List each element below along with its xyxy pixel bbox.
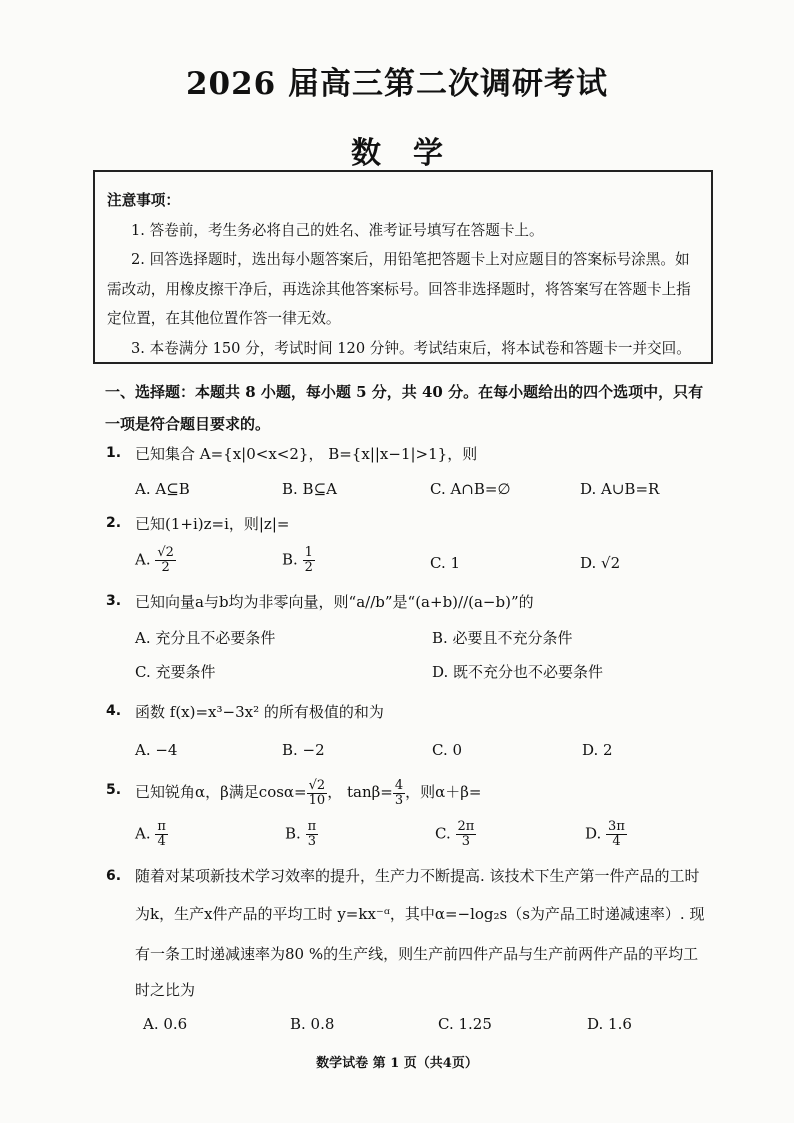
notice-heading: 注意事项： [107,192,180,209]
notice-item-2: 2. 回答选择题时，选出每小题答案后，用铅笔把答题卡上对应题目的答案标号涂黑。如需改动，用橡皮擦干净后，再选涂其他答案标号。回答非选择题时，将答案写在答题卡上指定位置，在其他位置作答一律无效。 [107,251,691,327]
question-stem: 已知集合 A={x|0<x<2}， B={x||x−1|>1}，则 [135,445,478,463]
option-c[interactable]: C. 充要条件 [135,663,216,681]
notice-item-1: 1. 答卷前，考生务必将自己的姓名、准考证号填写在答题卡上。 [131,221,544,239]
option-a[interactable]: A. A⊆B [135,480,190,498]
question-number: 3. [106,593,122,609]
option-a[interactable]: A. 0.6 [143,1015,188,1033]
denominator: 4 [157,834,166,849]
option-b[interactable] [285,820,318,849]
option-label: C. [435,824,451,843]
question-number: 4. [106,703,122,719]
option-c[interactable]: C. A∩B=∅ [430,480,511,498]
question-stem: 函数 f(x)=x³−3x² 的所有极值的和为 [135,703,384,721]
option-label: D. [585,824,602,843]
numerator: √2 [157,545,174,560]
numerator: 4 [394,777,404,793]
denominator: 4 [612,834,621,849]
option-a[interactable]: A. 充分且不必要条件 [135,629,276,647]
question-stem: 已知(1+i)z=i，则|z|= [135,515,290,533]
option-b[interactable]: B. 0.8 [290,1015,335,1033]
option-label: A. [135,824,151,843]
question-stem: 已知向量a与b均为非零向量，则“a//b”是“(a+b)//(a−b)”的 [135,593,534,611]
denominator: 3 [394,792,404,808]
fraction [306,820,319,849]
numerator: π [307,819,317,834]
question-stem [135,772,482,812]
option-c[interactable]: C. 0 [432,741,463,759]
stem-part: 已知锐角α，β满足cosα= [135,783,307,801]
question-line: 随着对某项新技术学习效率的提升，生产力不断提高. 该技术下生产第一件产品的工时 [135,867,700,885]
question-line: 为k，生产x件产品的平均工时 y=kx⁻ᵅ，其中α=−log₂s（s为产品工时递减速率）. 现 [135,905,705,923]
option-d[interactable]: D. A∪B=R [580,480,660,498]
exam-title: 2026 届高三第二次调研考试 [185,66,609,102]
option-d[interactable]: D. 2 [582,741,613,759]
denominator: 3 [461,834,471,849]
option-label: B. [285,824,301,843]
option-c[interactable]: C. 1.25 [438,1015,492,1033]
option-d[interactable]: D. √2 [580,554,621,572]
option-b[interactable]: B. 必要且不充分条件 [432,629,573,647]
question-number: 2. [106,515,122,531]
option-b[interactable] [282,546,315,575]
stem-part: ，则α＋β= [405,783,482,801]
numerator: 1 [304,545,313,560]
option-label: B. [282,550,298,569]
option-label: A. [135,550,151,569]
option-d[interactable] [585,820,627,849]
option-d[interactable]: D. 既不充分也不必要条件 [432,663,604,681]
question-number: 5. [106,782,122,798]
numerator: π [157,819,166,834]
numerator: √2 [308,777,326,793]
denominator: 3 [307,834,316,849]
question-line: 有一条工时递减速率为80 %的生产线，则生产前四件产品与生产前两件产品的平均工 [135,945,699,963]
fraction [303,546,315,575]
subject-title: 数学 [351,136,475,171]
fraction [307,779,328,808]
fraction [606,820,627,849]
option-a[interactable] [135,546,176,575]
notice-box [93,170,713,364]
option-c[interactable]: C. 1 [430,554,461,572]
fraction [393,779,405,808]
question-number: 6. [106,868,122,884]
page-footer: 数学试卷 第 1 页（共4页） [316,1056,478,1071]
option-a[interactable] [135,820,168,849]
numerator: 3π [608,819,625,834]
question-number: 1. [106,445,122,461]
fraction [155,546,176,575]
denominator: 10 [308,792,326,808]
notice-item-3: 3. 本卷满分 150 分，考试时间 120 分钟。考试结束后，将本试卷和答题卡一并交回。 [131,339,691,357]
option-d[interactable]: D. 1.6 [587,1015,632,1033]
stem-part: ， tanβ= [327,783,393,801]
option-b[interactable]: B. B⊆A [282,480,337,498]
numerator: 2π [457,819,475,834]
option-b[interactable]: B. −2 [282,741,325,759]
section-heading: 一、选择题：本题共 8 小题，每小题 5 分，共 40 分。在每小题给出的四个选项中，只有一项是符合题目要求的。 [105,383,704,433]
question-line: 时之比为 [135,981,196,999]
fraction [155,820,168,849]
option-a[interactable]: A. −4 [135,741,178,759]
denominator: 2 [304,560,313,575]
option-c[interactable] [435,820,476,849]
fraction [456,820,477,849]
denominator: 2 [161,560,170,575]
